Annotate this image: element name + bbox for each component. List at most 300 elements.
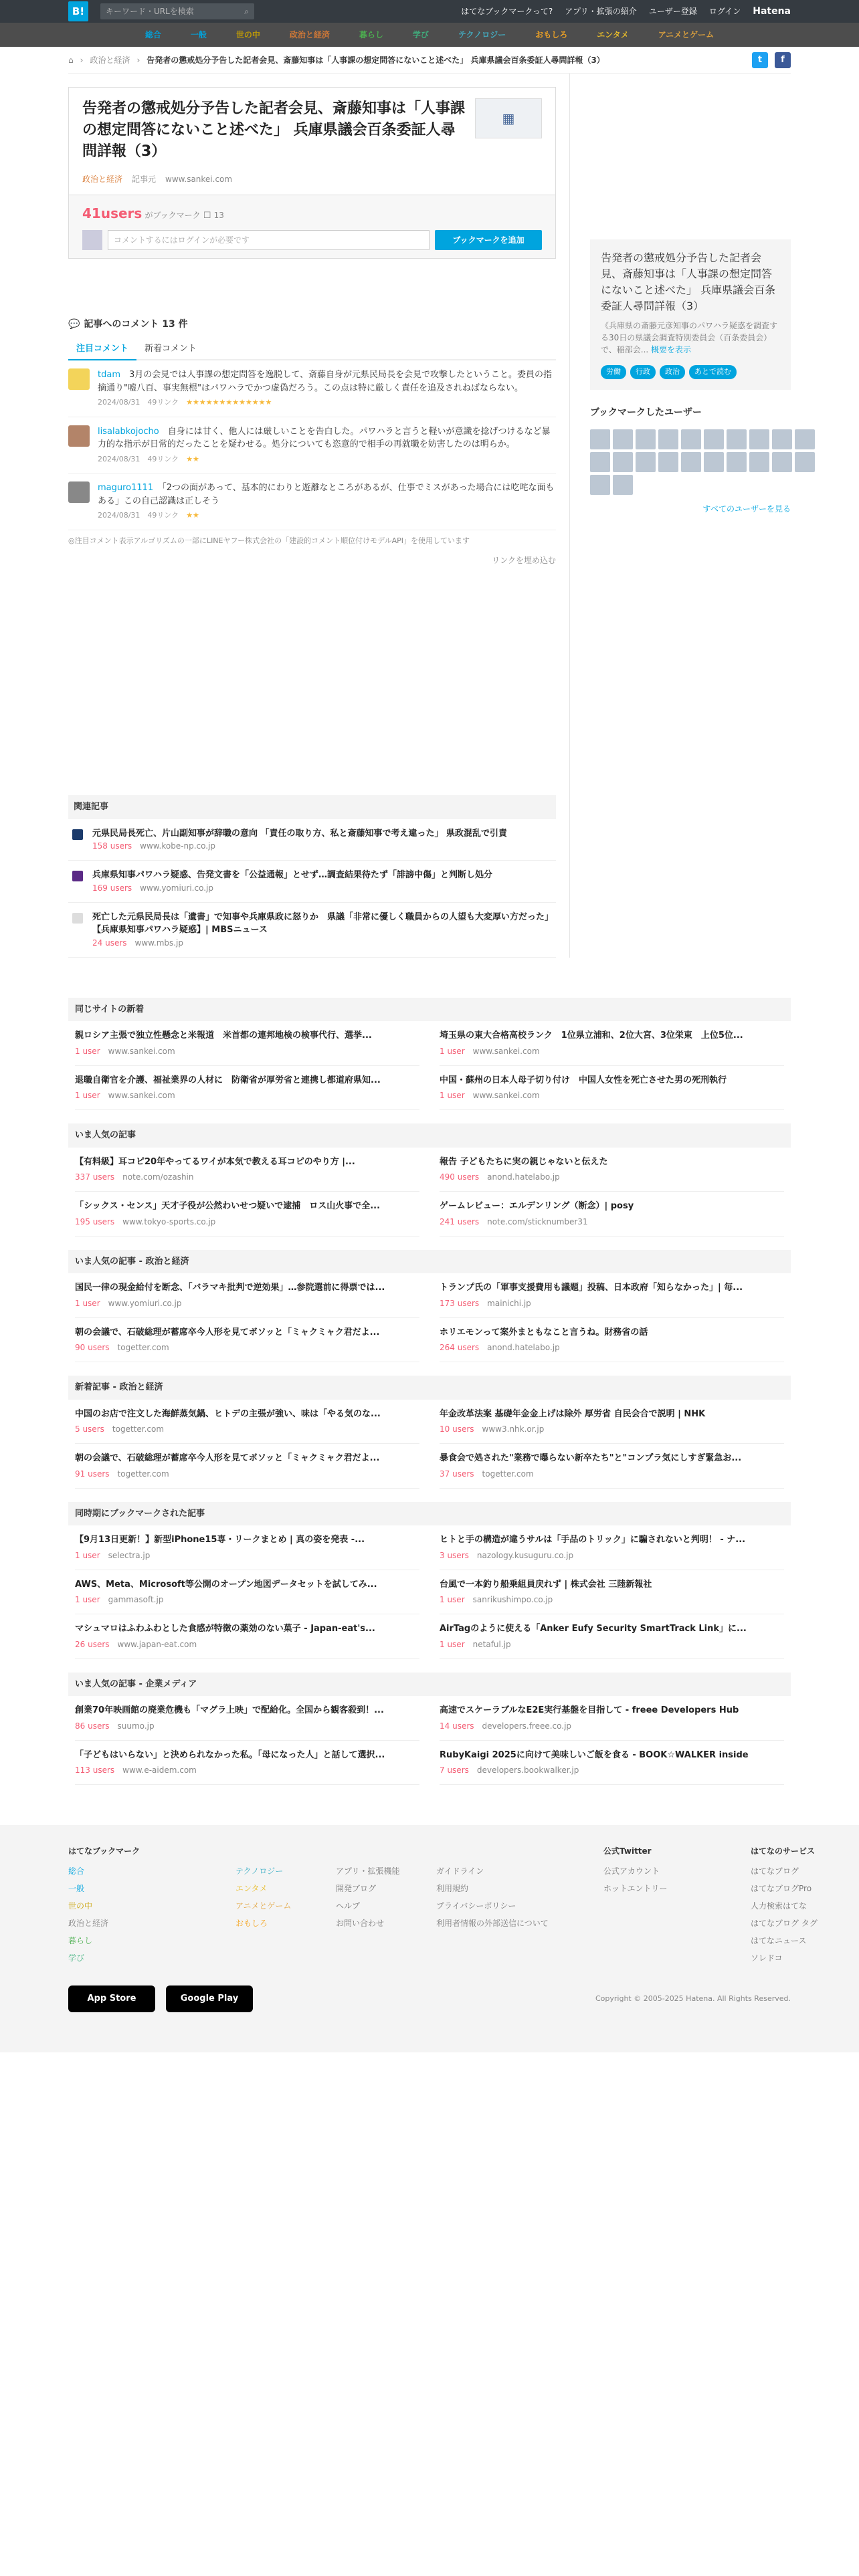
article-site[interactable]: mainichi.jp <box>487 1298 531 1308</box>
category-暮らし[interactable]: 暮らし <box>359 30 383 39</box>
article-title[interactable]: 退職自衛官を介護、福祉業界の人材に 防衛省が厚労省と連携し都道府県知... <box>75 1075 381 1085</box>
footer-category-link[interactable]: テクノロジー <box>235 1866 284 1876</box>
user-avatar-icon[interactable] <box>658 452 678 472</box>
user-avatar[interactable] <box>68 368 90 390</box>
comment-date[interactable]: 2024/08/31 <box>98 454 148 463</box>
category-政治と経済[interactable]: 政治と経済 <box>289 30 330 39</box>
article-site[interactable]: gammasoft.jp <box>108 1595 164 1605</box>
article-site[interactable]: anond.hatelabo.jp <box>487 1172 560 1182</box>
article-site[interactable]: www.sankei.com <box>108 1046 175 1056</box>
comment-text: 3月の会見では人事課の想定問答を逸脱して、斎藤自身が元県民局長を会見で攻撃したということ。委員の指摘通り"嘘八百、事実無根"はパワハラでかつ虚偽だろう。この点は特に厳しく責任を追及されねばならない。 <box>98 370 553 393</box>
article-title[interactable]: AWS、Meta、Microsoft等公開のオープン地図データセットを試してみ... <box>75 1579 377 1590</box>
article-users[interactable]: 26 users <box>75 1639 110 1649</box>
related-item[interactable] <box>68 819 556 861</box>
article-site[interactable]: www.yomiuri.co.jp <box>108 1298 182 1308</box>
footer-category-link[interactable]: 暮らし <box>68 1936 93 1946</box>
footer-category-link[interactable]: 総合 <box>68 1866 85 1876</box>
article-title[interactable]: ゲームレビュー：エルデンリング（断念）| posy <box>440 1201 634 1212</box>
article-title[interactable]: 「シックス・センス」天才子役が公然わいせつ疑いで逮捕 ロス山火事で全... <box>75 1201 381 1212</box>
footer-heading: はてなブックマーク <box>68 1846 140 1856</box>
entry-thumbnail[interactable]: ▦ <box>475 98 542 138</box>
related-site[interactable]: www.mbs.jp <box>134 938 184 948</box>
article-meta <box>440 1468 784 1480</box>
article-title[interactable]: 朝の会議で、石破総理が蓄席卒今人形を見てボソッと「ミャクミャク君だよ... <box>75 1453 380 1464</box>
article-meta <box>75 1171 419 1183</box>
user-avatar-icon[interactable] <box>795 452 815 472</box>
article-site[interactable]: suumo.jp <box>117 1721 155 1731</box>
article-item[interactable] <box>75 1066 419 1111</box>
comment-stars[interactable]: ★★ <box>186 454 199 463</box>
section-heading: いま人気の記事 - 企業メディア <box>68 1673 791 1697</box>
article-item[interactable] <box>440 1318 784 1363</box>
section-columns <box>68 1273 791 1362</box>
article-meta <box>75 1341 419 1354</box>
article-meta <box>75 1720 419 1732</box>
article-users[interactable]: 1 user <box>440 1639 465 1649</box>
comment-user[interactable]: maguro1111 <box>98 483 154 494</box>
article-item[interactable] <box>75 1570 419 1615</box>
related-title[interactable]: 元県民局長死亡、片山副知事が辞職の意向 「責任の取り方、私と斎藤知事で考え違った」 県政混乱で引責 <box>92 828 508 839</box>
article-title[interactable]: 中国・蘇州の日本人母子切り付け 中国人女性を死亡させた男の死刑執行 <box>440 1075 727 1085</box>
article-title[interactable]: 創業70年映画館の廃業危機も「マグラ上映」で配給化。全国から観客殺到！... <box>75 1705 384 1716</box>
article-meta <box>75 1764 419 1776</box>
article-item[interactable] <box>75 1021 419 1066</box>
comment-meta <box>98 454 556 465</box>
app-store-button[interactable]: App Store <box>68 1985 155 2012</box>
comment-item <box>68 360 556 417</box>
user-avatar-icon[interactable] <box>772 452 792 472</box>
article-title[interactable]: 埼玉県の東大合格高校ランク 1位県立浦和、2位大宮、3位栄東 上位5位... <box>440 1031 743 1041</box>
article-site[interactable]: togetter.com <box>112 1424 165 1434</box>
footer-link[interactable]: ホットエントリー <box>603 1884 668 1894</box>
article-meta <box>440 1423 784 1435</box>
user-avatar-icon[interactable] <box>636 452 656 472</box>
footer-link[interactable]: はてなブログ タグ <box>751 1919 818 1929</box>
google-play-button[interactable]: Google Play <box>166 1985 253 2012</box>
article-meta <box>440 1341 784 1354</box>
article-users[interactable]: 14 users <box>440 1721 474 1731</box>
user-avatar[interactable] <box>68 481 90 503</box>
article-item[interactable] <box>75 1696 419 1741</box>
comments-heading: 記事へのコメント 13 件 <box>84 318 188 330</box>
article-title[interactable]: 暴食会で処された"業務で曝らない新卒たち"と"コンプラ気にしすぎ緊急お... <box>440 1453 742 1464</box>
apps-link[interactable]: アプリ・拡張の紹介 <box>565 7 637 16</box>
section-columns <box>68 1400 791 1489</box>
section-heading: 新着記事 - 政治と経済 <box>68 1376 791 1400</box>
user-avatar-icon[interactable] <box>681 452 701 472</box>
section-heading: 同時期にブックマークされた記事 <box>68 1502 791 1526</box>
article-item[interactable] <box>440 1400 784 1444</box>
article-title[interactable]: 年金改革法案 基礎年金金上げは除外 厚労省 自民会合で説明 | NHK <box>440 1408 706 1419</box>
article-site[interactable]: developers.freee.co.jp <box>482 1721 572 1731</box>
article-site[interactable]: sanrikushimpo.co.jp <box>472 1595 553 1605</box>
article-meta <box>440 1549 784 1562</box>
article-site[interactable]: note.com/sticknumber31 <box>487 1216 588 1226</box>
footer-category-link[interactable]: アニメとゲーム <box>235 1901 292 1911</box>
hatebu-logo[interactable]: B! <box>68 1 88 21</box>
search-input[interactable]: キーワード・URLを検索 ⌕ <box>100 3 254 19</box>
about-link[interactable]: はてなブックマークって? <box>461 7 553 16</box>
footer-link[interactable]: 利用規約 <box>436 1884 469 1894</box>
article-item[interactable] <box>440 1696 784 1741</box>
hatena-logo[interactable]: Hatena <box>753 5 791 17</box>
user-avatar-icon[interactable] <box>772 429 792 449</box>
home-icon[interactable]: ⌂ <box>68 55 74 65</box>
article-site[interactable]: togetter.com <box>117 1343 169 1353</box>
article-title[interactable]: ヒトと手の構造が違うサルは「手品のトリック」に騙されないと判明！ - ナ... <box>440 1535 746 1545</box>
article-users[interactable]: 195 users <box>75 1216 115 1226</box>
category-おもしろ[interactable]: おもしろ <box>535 30 568 39</box>
article-site[interactable]: www.japan-eat.com <box>117 1639 197 1649</box>
article-users[interactable]: 10 users <box>440 1424 474 1434</box>
article-item[interactable] <box>75 1273 419 1318</box>
copyright: Copyright © 2005-2025 Hatena. All Rights Reserved. <box>595 1994 791 2003</box>
user-avatar[interactable] <box>68 425 90 447</box>
article-users[interactable]: 113 users <box>75 1765 115 1776</box>
category-一般[interactable]: 一般 <box>190 30 207 39</box>
category-nav <box>0 23 859 47</box>
article-item[interactable] <box>440 1273 784 1318</box>
article-section <box>68 1673 791 1786</box>
article-users[interactable]: 264 users <box>440 1343 480 1353</box>
article-users[interactable]: 90 users <box>75 1343 110 1353</box>
section-heading: いま人気の記事 <box>68 1123 791 1148</box>
article-section <box>68 998 791 1111</box>
twitter-share-icon[interactable]: t <box>752 52 768 68</box>
user-avatar-icon[interactable] <box>613 452 633 472</box>
article-site[interactable]: togetter.com <box>117 1469 169 1479</box>
article-item[interactable] <box>440 1066 784 1111</box>
article-users[interactable]: 1 user <box>75 1091 100 1101</box>
article-item[interactable] <box>75 1614 419 1659</box>
article-title[interactable]: 台風で一本釣り船乗組員戻れず | 株式会社 三陸新報社 <box>440 1579 652 1590</box>
article-users[interactable]: 1 user <box>75 1595 100 1605</box>
article-item[interactable] <box>440 1444 784 1489</box>
tag[interactable]: 政治 <box>660 365 685 379</box>
article-site[interactable]: www3.nhk.or.jp <box>482 1424 545 1434</box>
article-title[interactable]: 朝の会議で、石破総理が蓄席卒今人形を見てボソッと「ミャクミャク君だよ... <box>75 1327 380 1337</box>
comment-date[interactable]: 2024/08/31 <box>98 511 148 520</box>
comment-links[interactable]: 49リンク <box>147 398 187 407</box>
article-section <box>68 1250 791 1363</box>
article-site[interactable]: togetter.com <box>482 1469 534 1479</box>
section-heading: いま人気の記事 - 政治と経済 <box>68 1250 791 1274</box>
article-site[interactable]: note.com/ozashin <box>122 1172 194 1182</box>
article-users[interactable]: 1 user <box>75 1298 100 1308</box>
category-エンタメ[interactable]: エンタメ <box>597 30 629 39</box>
article-users[interactable]: 3 users <box>440 1550 469 1560</box>
footer-link[interactable]: お問い合わせ <box>336 1919 385 1929</box>
section-columns <box>68 1148 791 1237</box>
source-label: 記事元 <box>132 174 157 184</box>
article-users[interactable]: 7 users <box>440 1765 469 1776</box>
user-avatar-icon[interactable] <box>704 452 724 472</box>
related-users[interactable]: 24 users <box>92 938 127 948</box>
tab-popular[interactable]: 注目コメント <box>68 338 136 361</box>
tag[interactable]: あとで読む <box>689 365 737 379</box>
related-title[interactable]: 死亡した元県民局長は「遺書」で知事や兵庫県政に怒りか 県議「非常に優しく職員からの人望も大変厚い方だった」【兵庫県知事パワハラ疑惑】| MBSニュース <box>92 911 549 936</box>
footer-link[interactable]: 人力検索はてな <box>751 1901 807 1911</box>
footer <box>0 1825 859 2052</box>
category-総合[interactable]: 総合 <box>145 30 161 39</box>
article-users[interactable]: 86 users <box>75 1721 110 1731</box>
related-meta <box>92 840 507 852</box>
all-users-link[interactable]: すべてのユーザーを見る <box>702 504 791 514</box>
article-users[interactable]: 1 user <box>440 1091 465 1101</box>
article-section <box>68 1376 791 1489</box>
related-users[interactable]: 169 users <box>92 883 132 893</box>
article-title[interactable]: 報告 子どもたちに実の親じゃないと伝えた <box>440 1156 608 1167</box>
article-users[interactable]: 1 user <box>75 1046 100 1056</box>
article-users[interactable]: 337 users <box>75 1172 115 1182</box>
related-heading: 関連記事 <box>68 795 556 819</box>
avatar <box>82 230 102 250</box>
comment-links[interactable]: 49リンク <box>147 454 187 463</box>
services-heading: はてなのサービス <box>751 1846 816 1856</box>
user-avatar-icon[interactable] <box>727 429 747 449</box>
article-item[interactable] <box>75 1192 419 1237</box>
comment-input[interactable]: コメントするにはログインが必要です <box>108 230 430 250</box>
breadcrumb-title: 告発者の懲戒処分予告した記者会見、斎藤知事は「人事課の想定問答にないこと述べた」 兵庫県議会百条委証人尋問詳報（3） <box>147 55 605 65</box>
article-meta <box>75 1423 419 1435</box>
user-avatar-icon[interactable] <box>795 429 815 449</box>
article-title[interactable]: 「子どもはいらない」と決められなかった私。「母になった人」と話して選択... <box>75 1749 385 1760</box>
top-bar <box>0 0 859 23</box>
article-site[interactable]: nazology.kusuguru.co.jp <box>476 1550 574 1560</box>
article-meta <box>440 1594 784 1606</box>
user-avatar-icon[interactable] <box>749 452 769 472</box>
article-users[interactable]: 1 user <box>75 1550 100 1560</box>
user-avatar-icon[interactable] <box>613 429 633 449</box>
entry-title[interactable]: 告発者の懲戒処分予告した記者会見、斎藤知事は「人事課の想定問答にないこと述べた」 兵庫県議会百条委証人尋問詳報（3） <box>82 100 466 160</box>
article-meta <box>440 1171 784 1183</box>
article-title[interactable]: トランプ氏の「軍事支援費用も議題」投稿、日本政府「知らなかった」| 毎... <box>440 1283 743 1293</box>
favicon-icon <box>72 913 83 924</box>
article-meta <box>75 1216 419 1228</box>
breadcrumb: ⌂ › 政治と経済 › 告発者の懲戒処分予告した記者会見、斎藤知事は「人事課の想定問答にないこと述べた」 兵庫県議会百条委証人尋問詳報（3） t f <box>68 47 791 74</box>
article-site[interactable]: www.sankei.com <box>472 1091 540 1101</box>
section-columns <box>68 1696 791 1785</box>
bookmark-users-count[interactable]: 41users <box>82 205 142 221</box>
article-meta <box>75 1549 419 1562</box>
footer-category-link[interactable]: 一般 <box>68 1884 85 1894</box>
user-avatar-icon[interactable] <box>590 475 610 495</box>
favicon-icon <box>72 829 83 840</box>
article-site[interactable]: netaful.jp <box>472 1639 511 1649</box>
article-item[interactable] <box>75 1318 419 1363</box>
article-item[interactable] <box>440 1021 784 1066</box>
article-item[interactable] <box>75 1148 419 1192</box>
article-users[interactable]: 241 users <box>440 1216 480 1226</box>
user-avatar-icon[interactable] <box>613 475 633 495</box>
article-users[interactable]: 490 users <box>440 1172 480 1182</box>
article-meta <box>440 1297 784 1309</box>
related-title[interactable]: 兵庫県知事パワハラ疑惑、告発文書を「公益通報」とせず…調査結果待たず「誹謗中傷」と判断し処分 <box>92 870 493 881</box>
tab-new[interactable]: 新着コメント <box>145 343 197 354</box>
article-meta <box>75 1045 419 1057</box>
favicon-icon <box>72 871 83 881</box>
article-site[interactable]: www.sankei.com <box>472 1046 540 1056</box>
section-columns <box>68 1021 791 1110</box>
facebook-share-icon[interactable]: f <box>775 52 791 68</box>
comment-icon: ☐ <box>203 210 211 221</box>
entry-source[interactable]: www.sankei.com <box>165 174 233 184</box>
section-columns <box>68 1525 791 1659</box>
comment-text: 自身には甘く、他人には厳しいことを告白した。パワハラと言うと軽いが意識を捻げつけるなど暴力的な指示が日常的だったことを疑わせる。処分についても恣意的で相手の再就職を妨害したのは明らか。 <box>98 426 551 450</box>
footer-link[interactable]: ソレドコ <box>751 1953 783 1963</box>
user-avatar-icon[interactable] <box>590 429 610 449</box>
article-title[interactable]: RubyKaigi 2025に向けて美味しいご飯を食る - BOOK☆WALKER inside <box>440 1749 749 1760</box>
related-meta <box>92 937 552 949</box>
comment-text: 「2つの面があって、基本的にわりと遊離なところがあるが、仕事でミスがあった場合には吃咤な面もある」この自己認識は正しそう <box>98 483 555 506</box>
article-title[interactable]: マシュマロはふわふわとした食感が特徴の薬効のない菓子 - Japan-eat's... <box>75 1624 375 1634</box>
article-meta <box>75 1297 419 1309</box>
comment-links[interactable]: 49リンク <box>147 511 187 520</box>
footer-category-link[interactable]: おもしろ <box>235 1919 268 1929</box>
breadcrumb-category[interactable]: 政治と経済 <box>90 55 130 65</box>
twitter-heading: 公式Twitter <box>603 1846 652 1856</box>
article-site[interactable]: anond.hatelabo.jp <box>487 1343 560 1353</box>
article-title[interactable]: 国民一律の現金給付を断念、「バラマキ批判で逆効果」…参院選前に得票では... <box>75 1283 385 1293</box>
article-site[interactable]: www.e-aidem.com <box>122 1765 197 1776</box>
article-title[interactable]: 高速でスケーラブルなE2E実行基盤を目指して - freee Developers Hub <box>440 1705 739 1716</box>
article-title[interactable]: 中国のお店で注文した海鮮蒸気鍋、ヒトデの主張が強い、味は「やる気のな... <box>75 1408 381 1419</box>
footer-link[interactable]: ヘルプ <box>336 1901 361 1911</box>
entry-box: 告発者の懲戒処分予告した記者会見、斎藤知事は「人事課の想定問答にないこと述べた」 兵庫県議会百条委証人尋問詳報（3） ▦ 政治と経済 記事元 www.sankei.com 41users がブックマーク ☐ 13 コメントするにはログインが必要です ブックマークを追加 <box>68 87 556 259</box>
user-avatar-icon[interactable] <box>727 452 747 472</box>
comment-stars[interactable]: ★★ <box>186 511 199 520</box>
related-users[interactable]: 158 users <box>92 841 132 851</box>
article-title[interactable]: AirTagのように使える「Anker Eufy Security SmartTrack Link」に... <box>440 1624 747 1634</box>
article-users[interactable]: 1 user <box>440 1595 465 1605</box>
tag[interactable]: 労働 <box>601 365 626 379</box>
footer-category-link[interactable]: 政治と経済 <box>68 1919 109 1929</box>
related-item[interactable] <box>68 861 556 903</box>
comment-meta <box>98 510 556 522</box>
comment-stars[interactable]: ★★★★★★★★★★★★★ <box>186 398 272 407</box>
comment-bubble-icon: 💬 <box>68 318 80 330</box>
article-section <box>68 1502 791 1659</box>
entry-category[interactable]: 政治と経済 <box>82 174 123 184</box>
footer-link[interactable]: ガイドライン <box>436 1866 484 1876</box>
article-users[interactable]: 1 user <box>440 1046 465 1056</box>
related-item[interactable] <box>68 903 556 958</box>
embed-link[interactable]: リンクを埋め込む <box>492 556 556 566</box>
article-title[interactable]: ホリエモンって案外まともなこと言うね。財務省の話 <box>440 1327 648 1337</box>
register-link[interactable]: ユーザー登録 <box>648 7 697 16</box>
article-meta <box>75 1638 419 1650</box>
article-item[interactable] <box>440 1148 784 1192</box>
article-item[interactable] <box>75 1525 419 1570</box>
article-item[interactable] <box>440 1192 784 1237</box>
footer-link[interactable]: はてなブログ <box>751 1866 799 1876</box>
comment-item <box>68 473 556 530</box>
login-link[interactable]: ログイン <box>708 7 741 16</box>
comment-item <box>68 417 556 474</box>
user-avatar-icon[interactable] <box>681 429 701 449</box>
section-heading: 同じサイトの新着 <box>68 998 791 1022</box>
article-site[interactable]: www.sankei.com <box>108 1091 175 1101</box>
add-bookmark-button[interactable]: ブックマークを追加 <box>435 230 542 250</box>
footer-link[interactable]: はてなブログPro <box>751 1884 812 1894</box>
side-summary-text: 《兵庫県の斎藤元彦知事のパワハラ疑惑を調査する30日の県議会調査特別委員会（百条委員会）で、稲部会... <box>601 321 778 354</box>
comment-user[interactable]: lisalabkojocho <box>98 426 159 437</box>
footer-link[interactable]: プライバシーポリシー <box>436 1901 516 1911</box>
article-meta <box>75 1594 419 1606</box>
article-item[interactable] <box>75 1444 419 1489</box>
footer-link[interactable]: 開発ブログ <box>336 1884 377 1894</box>
side-title[interactable]: 告発者の懲戒処分予告した記者会見、斎藤知事は「人事課の想定問答にないこと述べた」 兵庫県議会百条委証人尋問詳報（3） <box>601 251 776 312</box>
comment-user[interactable]: tdam <box>98 370 120 381</box>
article-item[interactable] <box>440 1614 784 1659</box>
user-avatar-icon[interactable] <box>704 429 724 449</box>
article-users[interactable]: 5 users <box>75 1424 104 1434</box>
article-site[interactable]: www.tokyo-sports.co.jp <box>122 1216 216 1226</box>
article-item[interactable] <box>440 1741 784 1786</box>
article-meta <box>75 1468 419 1480</box>
article-site[interactable]: developers.bookwalker.jp <box>476 1765 579 1776</box>
article-title[interactable]: 【有料級】耳コピ20年やってるワイが本気で教える耳コピのやり方 |... <box>75 1156 355 1167</box>
related-site[interactable]: www.kobe-np.co.jp <box>140 841 216 851</box>
user-avatar-icon[interactable] <box>636 429 656 449</box>
category-世の中[interactable]: 世の中 <box>235 30 260 39</box>
article-title[interactable]: 【9月13日更新！】新型iPhone15専・リークまとめ | 真の姿を発表 -... <box>75 1535 365 1545</box>
article-meta <box>440 1089 784 1101</box>
search-icon[interactable]: ⌕ <box>244 7 249 16</box>
article-title[interactable]: 親ロシア主張で独立性懸念と米報道 米首都の連邦地検の検事代行、選挙... <box>75 1031 372 1041</box>
article-section <box>68 1123 791 1237</box>
category-テクノロジー[interactable]: テクノロジー <box>458 30 506 39</box>
comment-meta <box>98 397 556 409</box>
category-学び[interactable]: 学び <box>412 30 429 39</box>
footer-category-link[interactable]: エンタメ <box>235 1884 268 1894</box>
user-avatar-icon[interactable] <box>658 429 678 449</box>
tag[interactable]: 行政 <box>630 365 656 379</box>
article-meta <box>440 1720 784 1732</box>
related-meta <box>92 882 492 894</box>
article-meta <box>75 1089 419 1101</box>
footer-category-link[interactable]: 学び <box>68 1953 85 1963</box>
algorithm-note: ◎注目コメント表示アルゴリズムの一部にLINEヤフー株式会社の「建設的コメント順位付けモデルAPI」を使用しています <box>68 536 470 545</box>
article-meta <box>440 1045 784 1057</box>
article-item[interactable] <box>75 1741 419 1786</box>
article-item[interactable] <box>440 1525 784 1570</box>
article-meta <box>440 1216 784 1228</box>
article-item[interactable] <box>75 1400 419 1444</box>
category-アニメとゲーム[interactable]: アニメとゲーム <box>658 30 714 39</box>
article-meta <box>440 1764 784 1776</box>
comment-date[interactable]: 2024/08/31 <box>98 398 148 407</box>
footer-link[interactable]: はてなニュース <box>751 1936 807 1946</box>
bookmark-users-heading: ブックマークしたユーザー <box>590 407 702 418</box>
article-meta <box>440 1638 784 1650</box>
footer-category-link[interactable]: 世の中 <box>68 1901 93 1911</box>
footer-link[interactable]: 利用者情報の外部送信について <box>436 1919 549 1929</box>
article-item[interactable] <box>440 1570 784 1615</box>
article-users[interactable]: 91 users <box>75 1469 110 1479</box>
article-users[interactable]: 173 users <box>440 1298 480 1308</box>
user-avatar-icon[interactable] <box>590 452 610 472</box>
summary-more-link[interactable]: 概要を表示 <box>651 345 692 354</box>
related-site[interactable]: www.yomiuri.co.jp <box>140 883 213 893</box>
footer-link[interactable]: 公式アカウント <box>603 1866 660 1876</box>
comments-count: 13 <box>213 210 224 220</box>
footer-link[interactable]: アプリ・拡張機能 <box>336 1866 400 1876</box>
side-summary <box>590 239 791 390</box>
article-users[interactable]: 37 users <box>440 1469 474 1479</box>
user-avatar-icon[interactable] <box>749 429 769 449</box>
article-site[interactable]: selectra.jp <box>108 1550 151 1560</box>
